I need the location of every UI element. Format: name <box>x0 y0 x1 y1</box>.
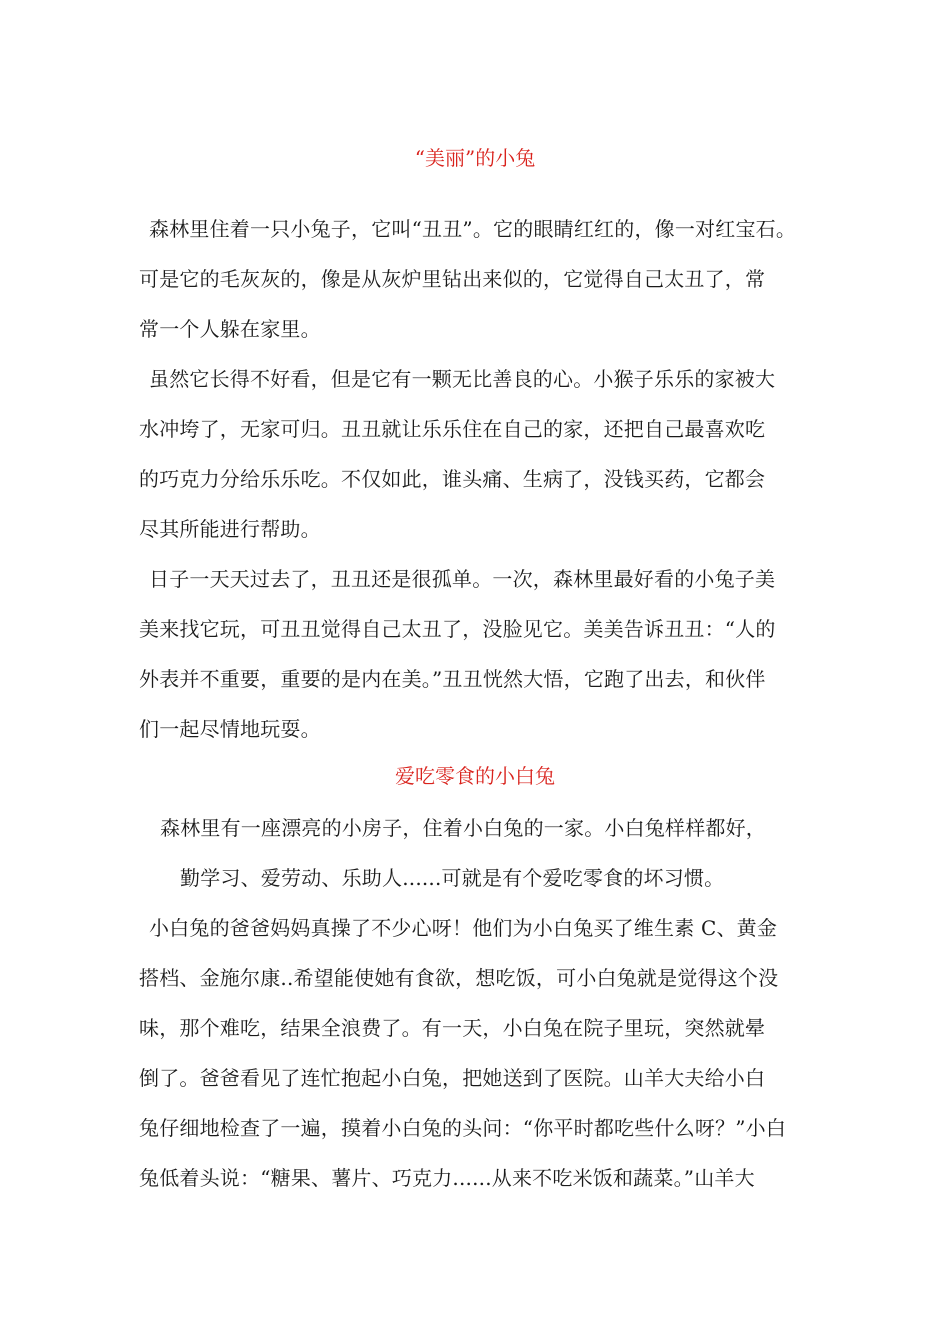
paragraph-line: 美来找它玩，可丑丑觉得自己太丑了，没脸见它。美美告诉丑丑：“人的 <box>139 617 776 641</box>
paragraph-line: 的巧克力分给乐乐吃。不仅如此，谁头痛、生病了，没钱买药，它都会 <box>139 467 766 491</box>
paragraph-line: 森林里住着一只小兔子，它叫“丑丑”。它的眼睛红红的，像一对红宝石。 <box>149 217 797 241</box>
paragraph-line: 水冲垮了，无家可归。丑丑就让乐乐住在自己的家，还把自己最喜欢吃 <box>139 417 766 441</box>
paragraph-line: 日子一天天过去了，丑丑还是很孤单。一次，森林里最好看的小兔子美 <box>149 567 776 591</box>
paragraph-line: 兔低着头说：“糖果、薯片、巧克力......从来不吃米饭和蔬菜。”山羊大 <box>139 1166 755 1190</box>
paragraph-line: 勤学习、爱劳动、乐助人......可就是有个爱吃零食的坏习惯。 <box>180 866 725 890</box>
paragraph-line: 常一个人躲在家里。 <box>139 317 321 341</box>
paragraph-line: 味，那个难吃，结果全浪费了。有一天，小白兔在院子里玩，突然就晕 <box>139 1016 766 1040</box>
story-title-snack-rabbit: 爱吃零食的小白兔 <box>395 764 555 788</box>
paragraph-line: 们一起尽情地玩耍。 <box>139 717 321 741</box>
paragraph-line: 搭档、金施尔康..希望能使她有食欲，想吃饭，可小白兔就是觉得这个没 <box>139 966 779 990</box>
paragraph-line: 外表并不重要，重要的是内在美。”丑丑恍然大悟，它跑了出去，和伙伴 <box>139 667 766 691</box>
paragraph-line: 森林里有一座漂亮的小房子，住着小白兔的一家。小白兔样样都好， <box>160 816 766 840</box>
paragraph-line: 尽其所能进行帮助。 <box>139 517 321 541</box>
paragraph-line: 虽然它长得不好看，但是它有一颗无比善良的心。小猴子乐乐的家被大 <box>149 367 776 391</box>
paragraph-line: 兔仔细地检查了一遍，摸着小白兔的头问：“你平时都吃些什么呀？”小白 <box>139 1116 787 1140</box>
paragraph-line: 可是它的毛灰灰的，像是从灰炉里钻出来似的，它觉得自己太丑了，常 <box>139 267 766 291</box>
paragraph-line: 小白兔的爸爸妈妈真操了不少心呀！他们为小白兔买了维生素 C、黄金 <box>149 916 778 940</box>
story-title-beautiful-rabbit: “美丽”的小兔 <box>414 146 536 170</box>
paragraph-line: 倒了。爸爸看见了连忙抱起小白兔，把她送到了医院。山羊大夫给小白 <box>139 1066 766 1090</box>
